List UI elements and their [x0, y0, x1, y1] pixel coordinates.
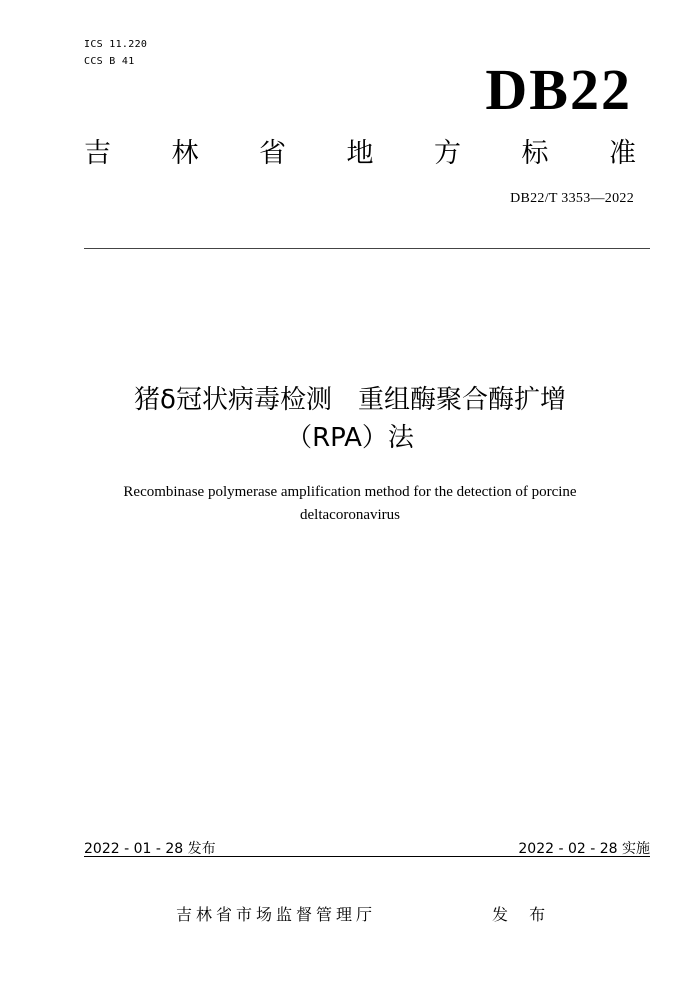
standard-type-char: 标 — [521, 138, 549, 169]
issue-label: 发 布 — [492, 905, 554, 924]
chinese-title-line-2: （RPA）法 — [286, 423, 414, 453]
english-title-line-1: Recombinase polymerase amplification method for the detection of porcine — [123, 484, 577, 500]
standard-type-char: 林 — [171, 138, 199, 169]
chinese-title — [40, 381, 660, 457]
classification-codes — [84, 36, 147, 70]
header-divider — [84, 248, 650, 249]
standard-type-char: 省 — [259, 138, 286, 169]
standard-type-char: 方 — [434, 138, 461, 169]
issuing-authority: 吉林省市场监督管理厅 — [176, 905, 377, 924]
english-title-line-2: deltacoronavirus — [300, 507, 400, 523]
publish-date: 2022 - 01 - 28 发布 — [84, 841, 216, 857]
chinese-title-line-1: 猪δ冠状病毒检测 重组酶聚合酶扩增 — [134, 385, 566, 415]
ccs-code: CCS B 41 — [84, 56, 135, 67]
implement-date: 2022 - 02 - 28 实施 — [518, 841, 650, 857]
standard-type-char: 吉 — [84, 138, 111, 169]
standard-type-char: 准 — [609, 138, 636, 169]
ics-code: ICS 11.220 — [84, 39, 148, 50]
standard-type-heading — [84, 138, 636, 170]
english-title — [40, 481, 660, 527]
footer-divider — [84, 856, 650, 857]
standard-number: DB22/T 3353—2022 — [510, 191, 634, 206]
standard-logo: DB22 — [485, 57, 632, 122]
standard-type-char: 地 — [346, 138, 374, 169]
